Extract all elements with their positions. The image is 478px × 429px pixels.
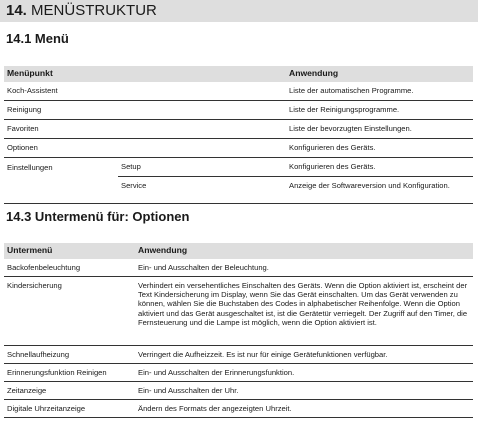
table-row [4, 259, 473, 277]
submenu-item: Digitale Uhrzeitanzeige [4, 400, 135, 418]
table-header-row [4, 66, 473, 82]
menu-usage: Konfigurieren des Geräts. [286, 158, 473, 177]
table-row [4, 101, 473, 120]
submenu-usage: Verhindert ein versehentliches Einschalten des Geräts. Wenn die Option aktiviert ist, erscheint der Text Kindersicherung im Display, wenn Sie das Gerät einschalten. Um das Gerät verwenden zu können, wählen Sie die Buchstaben des Codes in alphabetischer Reihenfolge. Wenn die Option aktiviert und das Gerät ausgeschaltet ist, ist die Gerätetür verriegelt. Der Zugriff auf den Timer, die Fernsteuerung und die Lampe ist möglich, wenn die Option aktiviert ist. [135, 277, 473, 346]
menu-usage: Konfigurieren des Geräts. [286, 139, 473, 158]
submenu-usage: Ein- und Ausschalten der Erinnerungsfunktion. [135, 364, 473, 382]
column-header-usage: Anwendung [135, 243, 473, 259]
menu-item: Koch-Assistent [4, 82, 286, 101]
menu-item [4, 177, 118, 204]
submenu-item: Schnellaufheizung [4, 346, 135, 364]
column-header-usage: Anwendung [286, 66, 473, 82]
submenu-usage: Verringert die Aufheizzeit. Es ist nur für einige Gerätefunktionen verfügbar. [135, 346, 473, 364]
menu-subitem: Setup [118, 158, 286, 177]
table-row [4, 82, 473, 101]
submenu-usage: Ändern des Formats der angezeigten Uhrzeit. [135, 400, 473, 418]
column-header-menu-item: Menüpunkt [4, 66, 286, 82]
submenu-item: Kindersicherung [4, 277, 135, 346]
menu-item: Reinigung [4, 101, 286, 120]
menu-item: Einstellungen [7, 162, 53, 172]
menu-usage: Liste der Reinigungsprogramme. [286, 101, 473, 120]
table-row [4, 177, 473, 204]
table-row [4, 139, 473, 158]
table-row [4, 277, 473, 346]
section-title-menu: 14.1 Menü [6, 31, 69, 46]
menu-usage: Anzeige der Softwareversion und Konfiguration. [286, 177, 473, 204]
table-row [4, 158, 473, 177]
chapter-number: 14. [6, 2, 27, 19]
menu-subitem: Service [118, 177, 286, 204]
chapter-title: MENÜSTRUKTUR [31, 2, 157, 19]
submenu-usage: Ein- und Ausschalten der Uhr. [135, 382, 473, 400]
menu-item: Favoriten [4, 120, 286, 139]
section-title-options-submenu: 14.3 Untermenü für: Optionen [6, 209, 190, 224]
submenu-usage: Ein- und Ausschalten der Beleuchtung. [135, 259, 473, 277]
column-header-submenu: Untermenü [4, 243, 135, 259]
submenu-item: Backofenbeleuchtung [4, 259, 135, 277]
table-header-row [4, 243, 473, 259]
options-submenu-table [4, 243, 473, 418]
menu-usage: Liste der bevorzugten Einstellungen. [286, 120, 473, 139]
submenu-item: Zeitanzeige [4, 382, 135, 400]
chapter-header [0, 0, 478, 22]
submenu-item: Erinnerungsfunktion Reinigen [4, 364, 135, 382]
table-row [4, 382, 473, 400]
menu-usage: Liste der automatischen Programme. [286, 82, 473, 101]
table-row [4, 400, 473, 418]
menu-table [4, 66, 473, 204]
table-row [4, 346, 473, 364]
table-row [4, 120, 473, 139]
table-row [4, 364, 473, 382]
menu-item: Optionen [4, 139, 286, 158]
